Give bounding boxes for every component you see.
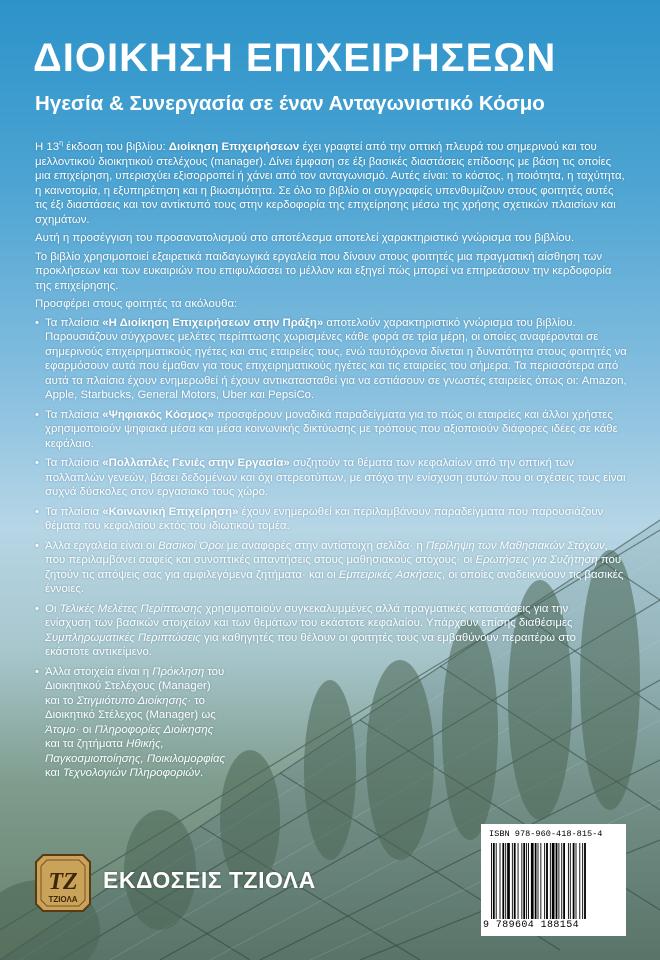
barcode-bars: [491, 843, 616, 919]
barcode-bar: [502, 843, 504, 919]
publisher-logo: [33, 852, 93, 914]
barcode-bar: [558, 843, 559, 919]
barcode-bar: [552, 843, 555, 919]
barcode-bar: [512, 843, 513, 919]
barcode-digits: 9 789604 188154: [483, 920, 580, 931]
barcode-bar: [556, 843, 558, 919]
paragraph-offers: Προσφέρει στους φοιτητές τα ακόλουθα:: [35, 298, 238, 310]
publisher-name: ΕΚΔΟΣΕΙΣ ΤΖΙΟΛΑ: [103, 867, 316, 893]
barcode-bar: [521, 843, 522, 919]
paragraph-approach: Αυτή η προσέγγιση του προσανατολισμού στο αποτέλεσμα αποτελεί χαρακτηριστικό γνώρισμα του βιβλίου.: [35, 232, 574, 244]
paragraph-intro: Η $13^\eta$ έκδοση του βιβλίου: Διοίκηση Επιχειρήσεων έχει γραφτεί από την οπτική πλευρά του σημερινού και του μελλοντικού διοικητικού στελέχους (manager). Δίνει έμφαση σε έξι βασικές διαστάσεις επίδοσης με βάση τις οποίες μια επιχείρηση, υπερισχύει εξισορροπεί ή χάνει από τον ανταγωνισμό. Αυτές είναι: το κόστος, η ποιότητα, η ταχύτητα, η καινοτομία, η εξυπηρέτηση και η βιωσιμότητα. Σε όλο το βιβλίο οι συγγραφείς υπενθυμίζουν στους φοιτητές αυτές τις έξι διαστάσεις και τον αντίκτυπό τους στην κερδοφορία της επιχείρησης μέσω της χρήσης σχετικών πλαισίων και σχημάτων.: [35, 140, 625, 226]
barcode-bar: [573, 843, 575, 919]
barcode-bar: [491, 843, 492, 919]
list-item: • Οι Τελικές Μελέτες Περίπτωσης χρησιμοποιούν συγκεκαλυμμένες αλλά πραγματικές καταστάσεις για την ενίσχυση των βασικών στοιχείων και των θεμάτων του εκάστοτε κεφαλαίου. Υπάρχουν επίσης διαθέσιμες Συμπληρωματικές Περιπτώσεις για καθηγητές που θέλουν οι φοιτητές τους να εμβαθύνουν περαιτέρω στο εκάστοτε αντικείμενο.: [35, 602, 579, 660]
list-item: • Τα πλαίσια «Η Διοίκηση Επιχειρήσεων στην Πράξη» αποτελούν χαρακτηριστικό γνώρισμα του βιβλίου. Παρουσιάζουν σύγχρονες μελέτες περίπτωσης χωρισμένες κάθε φορά σε τρία μέρη, οι οποίες αναφέρονται σε σημερινούς επιχειρηματικούς ηγέτες και στις εταιρείες τους, ενώ ταυτόχρονα δίνεται η δυνατότητα στους φοιτητές να εφαρμόσουν αυτά που έμαθαν για τους επιχειρηματικούς ηγέτες και τις εταιρείες του σήμερα. Τα περισσότερα από αυτά τα πλαίσια έχουν ενημερωθεί ή έχουν αντικατασταθεί για να εστιάσουν σε γνωστές εταιρείες όπως οι: Amazon, Apple, Starbucks, General Motors, Uber και PepsiCo.: [35, 316, 627, 403]
barcode-bar: [500, 843, 501, 919]
barcode-bar: [523, 843, 525, 919]
list-item: • Άλλα εργαλεία είναι οι Βασικοί Όροι με αναφορές στην αντίστοιχη σελίδα· η Περίληψη των Μαθησιακών Στόχων, που περιλαμβάνει σαφείς και συνοπτικές απαντήσεις στους μαθησιακούς στόχους· οι Ερωτήσεις για Συζήτηση που ζητούν τις απόψεις σας για αμφιλεγόμενα ζητήματα· και οι Εμπειρικές Ασκήσεις, οι οποίες αναδεικνύουν τις βασικές έννοιες.: [35, 539, 627, 597]
paragraph-tools: Το βιβλίο χρησιμοποιεί εξαιρετικά παιδαγωγικά εργαλεία που δίνουν στους φοιτητές μια πραγματική αίσθηση των προκλήσεων και των ευκαιριών που επιφυλάσσει το μέλλον και εξηγεί πώς μπορεί να επηρεάσουν την κερδοφορία της επιχείρησης.: [35, 250, 612, 292]
barcode-bar: [584, 843, 586, 919]
barcode-bar: [493, 843, 495, 919]
barcode-bar: [546, 843, 548, 919]
barcode-bar: [579, 843, 580, 919]
book-title: ΔΙΟΙΚΗΣΗ ΕΠΙΧΕΙΡΗΣΕΩΝ: [33, 36, 557, 80]
book-subtitle: Ηγεσία & Συνεργασία σε έναν Ανταγωνιστικό Κόσμο: [35, 92, 545, 115]
logo-monogram: ΤΖ: [48, 869, 78, 895]
barcode-bar: [568, 843, 569, 919]
list-item: • Τα πλαίσια «Ψηφιακός Κόσμος» προσφέρουν μοναδικά παραδείγματα για το πώς οι εταιρείες και άλλοι χρήστες χρησιμοποιούν ψηφιακά μέσα και μέσα κοινωνικής δικτύωσης με τρόπους που αξιοποιούν διάφορες ιδέες σε κάθε κεφάλαιο.: [35, 408, 627, 452]
barcode-bar: [526, 843, 527, 919]
barcode-bar: [528, 843, 529, 919]
barcode-bar: [582, 843, 583, 919]
barcode-bar: [561, 843, 562, 919]
barcode-bar: [518, 843, 519, 919]
barcode-bar: [544, 843, 545, 919]
barcode-bar: [540, 843, 541, 919]
barcode-bar: [505, 843, 506, 919]
barcode-bar: [570, 843, 571, 919]
barcode-bar: [550, 843, 551, 919]
barcode-bar: [531, 843, 534, 919]
barcode-bar: [563, 843, 565, 919]
list-item: • Τα πλαίσια «Πολλαπλές Γενιές στην Εργασία» συζητούν τα θέματα των κεφαλαίων από την οπτική των πολλαπλών γενεών, βάσει δεδομένων και όχι στερεοτύπων, με στόχο την ενίσχυση αυτών που οι σχέσεις τους είναι συχνά δύσκολες στον εργασιακό τους χώρο.: [35, 456, 627, 500]
logo-caption: ΤΖΙΟΛΑ: [48, 895, 78, 904]
barcode-bar: [538, 843, 539, 919]
list-item: • Άλλα στοιχεία είναι η Πρόκληση του Διοικητικού Στελέχους (Manager) και το Στιγμιότυπο Διοίκησης· το Διοικητικό Στέλεχος (Manager) ως Άτομο· οι Πληροφορίες Διοίκησης και τα ζητήματα Ηθικής, Παγκοσμιοποίησης, Ποικιλομορφίας και Τεχνολογιών Πληροφοριών.: [35, 665, 227, 781]
features-list: [35, 316, 627, 781]
barcode-bar: [576, 843, 577, 919]
description-text: [35, 140, 627, 786]
isbn-barcode: [481, 824, 626, 936]
isbn-label: ISBN 978-960-418-815-4: [489, 829, 603, 839]
barcode-bar: [496, 843, 497, 919]
barcode-bar: [507, 843, 510, 919]
barcode-bar: [514, 843, 516, 919]
list-item: • Τα πλαίσια «Κοινωνική Επιχείρηση» έχουν ενημερωθεί και περιλαμβάνουν παραδείγματα που παρουσιάζουν θέματα του κεφαλαίου εκτός του ιδιωτικού τομέα.: [35, 505, 627, 534]
barcode-bar: [535, 843, 537, 919]
